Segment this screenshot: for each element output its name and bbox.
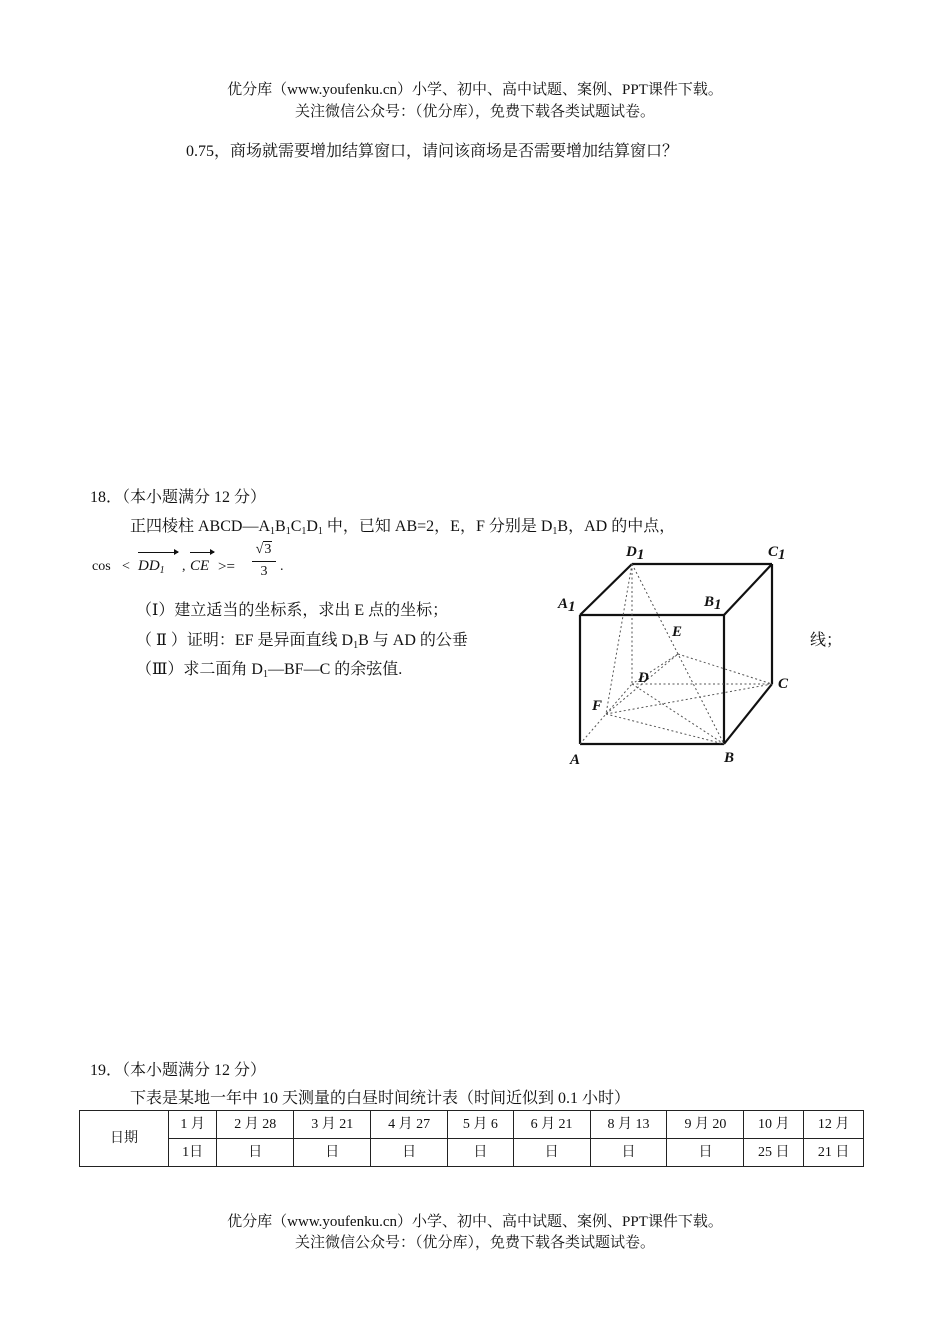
question-18-part-2-end: 线； — [810, 632, 843, 649]
date-cell-bottom: 日 — [513, 1139, 590, 1167]
date-cell-top: 8 月 13 — [590, 1111, 667, 1139]
label-a1: A1 — [558, 596, 576, 615]
label-c: C — [778, 676, 789, 692]
fraction-numerator — [252, 539, 276, 561]
label-f: F — [592, 698, 603, 714]
stem-text: C — [290, 518, 302, 535]
sqrt-icon: √ — [255, 542, 264, 557]
question-19-heading: 19．（本小题满分 12 分） — [90, 1062, 267, 1079]
part2-sub: 1 — [353, 640, 359, 651]
date-cell-top: 3 月 21 — [294, 1111, 371, 1139]
fraction-denominator: 3 — [260, 564, 268, 579]
table-row — [80, 1139, 864, 1167]
part3-text: —BF—C 的余弦值. — [268, 661, 403, 678]
footer-line-2: 关注微信公众号：（优分库），免费下载各类试题试卷。 — [294, 1235, 655, 1251]
vector-ce-label: CE — [190, 558, 210, 574]
question-18-stem — [130, 513, 675, 537]
date-cell-bottom: 25 日 — [744, 1139, 804, 1167]
part2-text: （ Ⅱ ）证明：EF 是异面直线 D — [136, 632, 354, 649]
label-d: D — [638, 670, 649, 686]
vector-arrow-icon — [190, 552, 214, 553]
date-cell-top: 2 月 28 — [217, 1111, 294, 1139]
date-cell-bottom: 日 — [371, 1139, 448, 1167]
header-line-2: 关注微信公众号：（优分库），免费下载各类试题试卷。 — [294, 104, 655, 120]
angle-bracket-open: < — [122, 559, 130, 574]
stem-sub: 1 — [270, 526, 276, 537]
date-cell-bottom: 日 — [217, 1139, 294, 1167]
stem-text: 正四棱柱 ABCD—A — [130, 518, 271, 535]
edge-c1-b1 — [724, 564, 772, 615]
vector-separator: , — [182, 559, 186, 574]
edge-a1-d1 — [580, 564, 632, 615]
vector-dd1 — [138, 558, 165, 576]
stem-text: B，AD 的中点， — [557, 518, 676, 535]
table-row — [80, 1111, 864, 1139]
stem-sub: 1 — [285, 526, 291, 537]
radicand: 3 — [264, 542, 272, 557]
date-cell-top: 12 月 — [804, 1111, 864, 1139]
vector-arrow-icon — [138, 552, 178, 553]
daylight-table — [79, 1110, 864, 1167]
date-cell-top: 6 月 21 — [513, 1111, 590, 1139]
segment-f-b — [606, 714, 724, 744]
part3-sub: 1 — [263, 669, 268, 680]
date-cell-top: 4 月 27 — [371, 1111, 448, 1139]
vector-ce — [190, 558, 209, 575]
segment-f-c — [606, 684, 772, 714]
header-line-1: 优分库（www.youfenku.cn）小学、初中、高中试题、案例、PPT课件下载。 — [227, 82, 723, 98]
diagonal-d-b — [632, 684, 724, 744]
vector-dd1-label: DD — [138, 558, 160, 574]
label-b1: B1 — [704, 594, 722, 613]
stem-sub: 1 — [317, 526, 323, 537]
date-cell-bottom: 1日 — [169, 1139, 217, 1167]
question-18-part-1: （Ⅰ）建立适当的坐标系，求出 E 点的坐标； — [136, 602, 449, 619]
edge-b-c — [724, 684, 772, 744]
part3-text: （Ⅲ）求二面角 D — [136, 661, 263, 678]
date-cell-top: 5 月 6 — [448, 1111, 513, 1139]
question-18-part-2 — [136, 627, 468, 651]
date-cell-top: 1 月 — [169, 1111, 217, 1139]
stem-text: 中，已知 AB=2，E，F 分别是 D — [322, 518, 553, 535]
angle-bracket-close-equals: >= — [218, 559, 235, 575]
period: . — [280, 559, 284, 574]
question-18-part-3 — [136, 656, 402, 680]
date-cell-bottom: 日 — [294, 1139, 371, 1167]
label-d1: D1 — [626, 544, 645, 563]
vector-dd1-sub: 1 — [159, 565, 165, 576]
part2-text: B 与 AD 的公垂 — [358, 632, 468, 649]
stem-text: B — [275, 518, 286, 535]
cos-word: cos — [92, 559, 111, 574]
question-18-heading: 18．（本小题满分 12 分） — [90, 489, 267, 506]
prism-solid-edges — [580, 564, 772, 744]
stem-sub: 1 — [552, 526, 558, 537]
date-cell-bottom: 日 — [667, 1139, 744, 1167]
label-e: E — [672, 624, 683, 640]
label-c1: C1 — [768, 544, 786, 563]
date-cell-top: 10 月 — [744, 1111, 804, 1139]
date-cell-bottom: 21 日 — [804, 1139, 864, 1167]
stem-sub: 1 — [301, 526, 307, 537]
question-17-tail: 0.75，商场就需要增加结算窗口，请问该商场是否需要增加结算窗口？ — [186, 143, 679, 160]
label-b: B — [724, 750, 735, 766]
label-a: A — [570, 752, 581, 768]
fraction-sqrt3-over-3 — [252, 539, 276, 582]
question-19-intro: 下表是某地一年中 10 天测量的白昼时间统计表（时间近似到 0.1 小时） — [130, 1090, 631, 1107]
date-cell-bottom: 日 — [448, 1139, 513, 1167]
date-cell-top: 9 月 20 — [667, 1111, 744, 1139]
stem-text: D — [306, 518, 318, 535]
table-row-header: 日期 — [80, 1111, 169, 1167]
prism-figure — [552, 536, 802, 770]
prism-hidden-edges — [580, 564, 772, 744]
footer-line-1: 优分库（www.youfenku.cn）小学、初中、高中试题、案例、PPT课件下载。 — [227, 1214, 723, 1230]
date-cell-bottom: 日 — [590, 1139, 667, 1167]
